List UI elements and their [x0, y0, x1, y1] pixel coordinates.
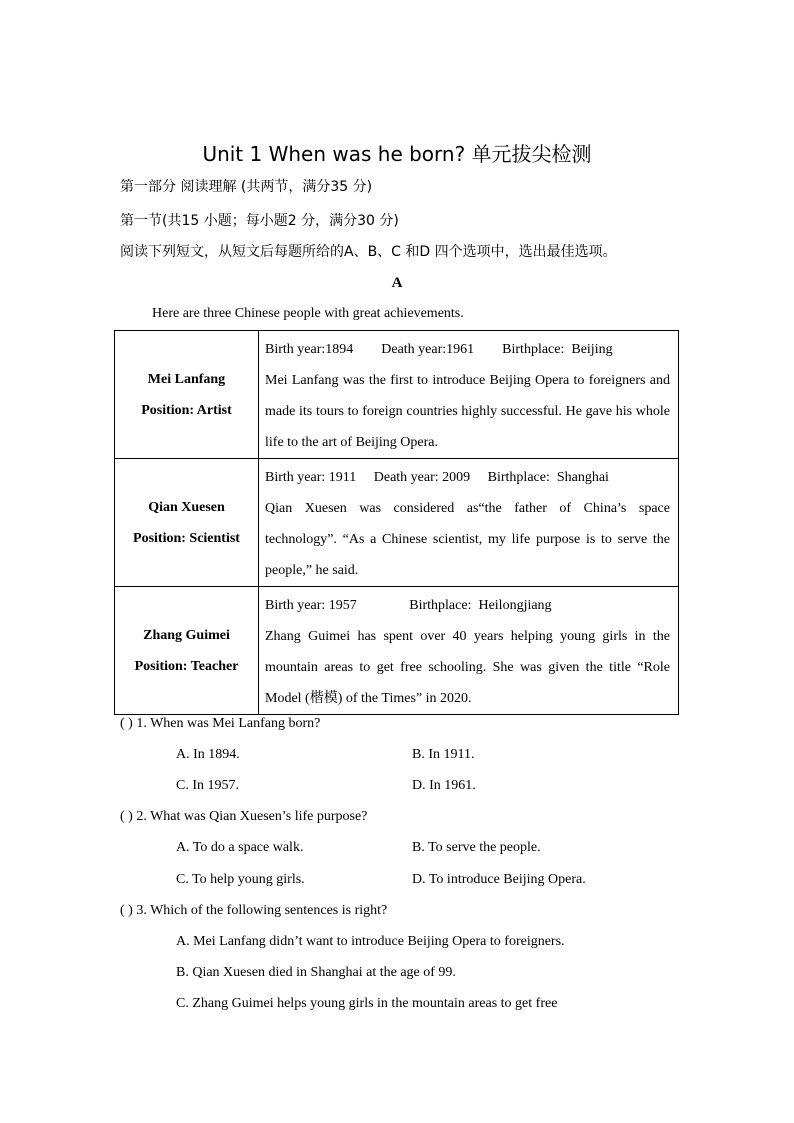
achievements-table	[114, 330, 679, 715]
passage-label: A	[391, 275, 403, 291]
option-2b: B. To serve the people.	[412, 840, 541, 855]
option-3b: B. Qian Xuesen died in Shanghai at the age of 99.	[176, 965, 456, 980]
question-2: ( ) 2. What was Qian Xuesen’s life purpose?	[120, 809, 368, 824]
part-heading: 第一部分 阅读理解 (共两节，满分35 分)	[120, 179, 373, 195]
option-1c: C. In 1957.	[176, 778, 239, 793]
table-row	[115, 331, 679, 459]
page-title: Unit 1 When was he born? 单元拔尖检测	[202, 142, 592, 166]
option-1b: B. In 1911.	[412, 747, 475, 762]
person-name: Qian Xuesen	[148, 499, 225, 515]
table-row	[115, 459, 679, 587]
person-description: Qian Xuesen was considered as“the father of China’s space technology”. “As a Chinese scientist, my life purpose is to serve the people,” he said.	[265, 501, 670, 578]
person-description: Zhang Guimei has spent over 40 years helping young girls in the mountain areas to get free schooling. She was given the title “Role Model (楷模) of the Times” in 2020.	[265, 629, 670, 706]
question-3: ( ) 3. Which of the following sentences is right?	[120, 903, 388, 918]
person-details	[259, 459, 679, 587]
person-position: Position: Teacher	[134, 658, 239, 674]
person-position: Position: Artist	[141, 402, 232, 418]
option-2c: C. To help young girls.	[176, 872, 305, 887]
person-name: Zhang Guimei	[143, 627, 230, 643]
table-row	[115, 587, 679, 715]
passage-intro: Here are three Chinese people with great achievements.	[152, 306, 464, 321]
person-details	[259, 587, 679, 715]
option-2a: A. To do a space walk.	[176, 840, 304, 855]
person-cell	[115, 459, 259, 587]
option-3a: A. Mei Lanfang didn’t want to introduce Beijing Opera to foreigners.	[176, 934, 565, 949]
option-2d: D. To introduce Beijing Opera.	[412, 872, 586, 887]
person-position: Position: Scientist	[133, 530, 240, 546]
person-facts: Birth year: 1957 Birthplace: Heilongjiang	[265, 598, 552, 613]
person-name: Mei Lanfang	[147, 371, 226, 387]
person-facts: Birth year:1894 Death year:1961 Birthplace: Beijing	[265, 342, 613, 357]
section-heading: 第一节(共15 小题；每小题2 分，满分30 分)	[120, 213, 399, 229]
option-1a: A. In 1894.	[176, 747, 240, 762]
person-description: Mei Lanfang was the first to introduce Beijing Opera to foreigners and made its tours to foreign countries highly successful. He gave his whole life to the art of Beijing Opera.	[265, 373, 670, 450]
option-3c: C. Zhang Guimei helps young girls in the mountain areas to get free	[176, 996, 558, 1011]
person-cell	[115, 587, 259, 715]
person-cell	[115, 331, 259, 459]
question-1: ( ) 1. When was Mei Lanfang born?	[120, 716, 321, 731]
person-details	[259, 331, 679, 459]
option-1d: D. In 1961.	[412, 778, 476, 793]
instruction-text: 阅读下列短文，从短文后每题所给的A、B、C 和D 四个选项中，选出最佳选项。	[120, 244, 617, 260]
person-facts: Birth year: 1911 Death year: 2009 Birthplace: Shanghai	[265, 470, 609, 485]
